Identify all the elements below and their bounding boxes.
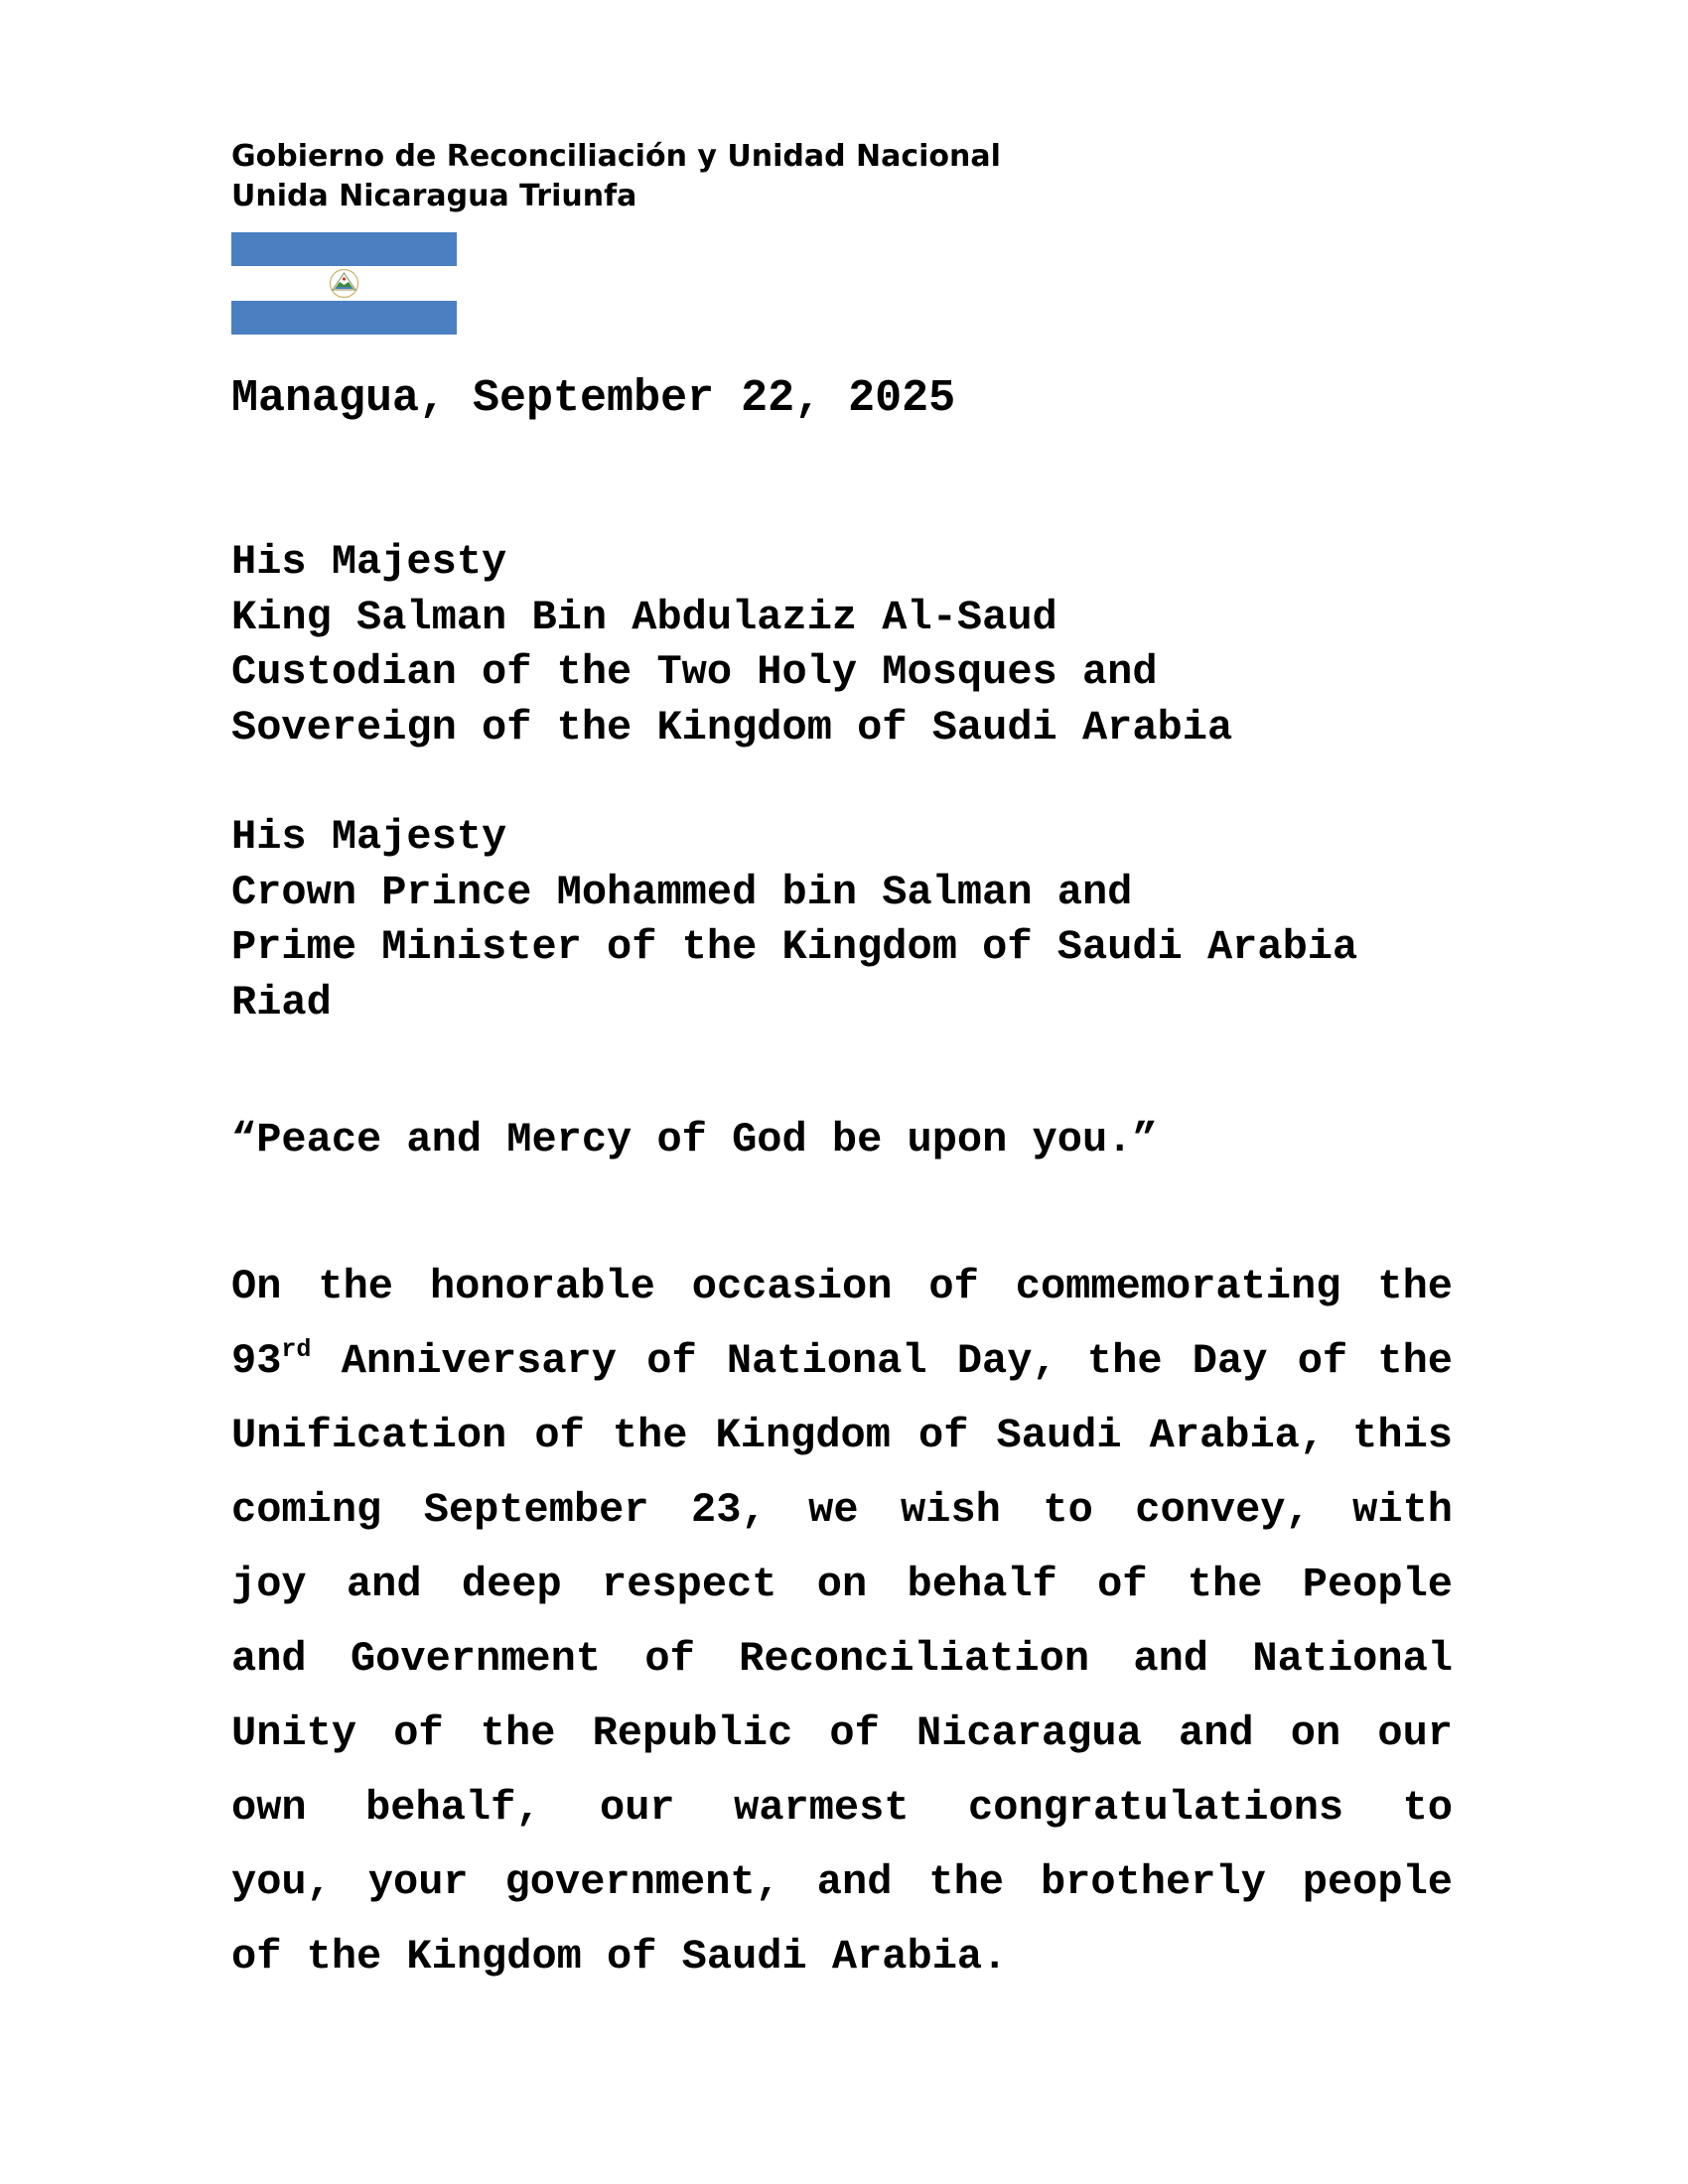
anniversary-number: 93 <box>231 1337 282 1385</box>
body-line: own behalf, our warmest congratulations to <box>231 1784 1453 1832</box>
addressee-name: Crown Prince Mohammed bin Salman and <box>231 868 1133 916</box>
letter-date: Managua, September 22, 2025 <box>231 373 956 424</box>
addressee-name: King Salman Bin Abdulaziz Al-Saud <box>231 593 1057 641</box>
addressee-role: Custodian of the Two Holy Mosques and <box>231 648 1158 696</box>
body-line <box>231 1324 1453 1399</box>
body-line: joy and deep respect on behalf of the People <box>231 1561 1453 1608</box>
body-line: On the honorable occasion of commemorating the <box>231 1263 1453 1310</box>
nicaragua-flag-icon <box>231 232 457 335</box>
letterhead-government-name: Gobierno de Reconciliación y Unidad Nacional <box>231 139 1001 174</box>
body-line: Unification of the Kingdom of Saudi Arabia, this <box>231 1412 1453 1459</box>
body-line: Unity of the Republic of Nicaragua and on our <box>231 1709 1453 1757</box>
salutation: “Peace and Mercy of God be upon you.” <box>231 1116 1158 1163</box>
letter-body-paragraph <box>231 1250 1453 1994</box>
letterhead <box>231 137 1001 216</box>
addressee-block-crown-prince <box>231 810 1357 1030</box>
body-line: and Government of Reconciliation and National <box>231 1635 1453 1683</box>
addressee-role: Prime Minister of the Kingdom of Saudi Arabia <box>231 923 1358 971</box>
body-line: coming September 23, we wish to convey, with <box>231 1486 1453 1534</box>
ordinal-suffix: rd <box>281 1335 312 1364</box>
addressee-block-king <box>231 535 1232 755</box>
body-line: you, your government, and the brotherly people <box>231 1858 1453 1906</box>
addressee-city: Riad <box>231 978 332 1026</box>
addressee-title: His Majesty <box>231 538 507 586</box>
letterhead-slogan: Unida Nicaragua Triunfa <box>231 179 637 213</box>
addressee-title: His Majesty <box>231 813 507 861</box>
addressee-role: Sovereign of the Kingdom of Saudi Arabia <box>231 703 1233 751</box>
body-line-text: Anniversary of National Day, the Day of the <box>311 1337 1453 1385</box>
body-line: of the Kingdom of Saudi Arabia. <box>231 1933 1008 1980</box>
